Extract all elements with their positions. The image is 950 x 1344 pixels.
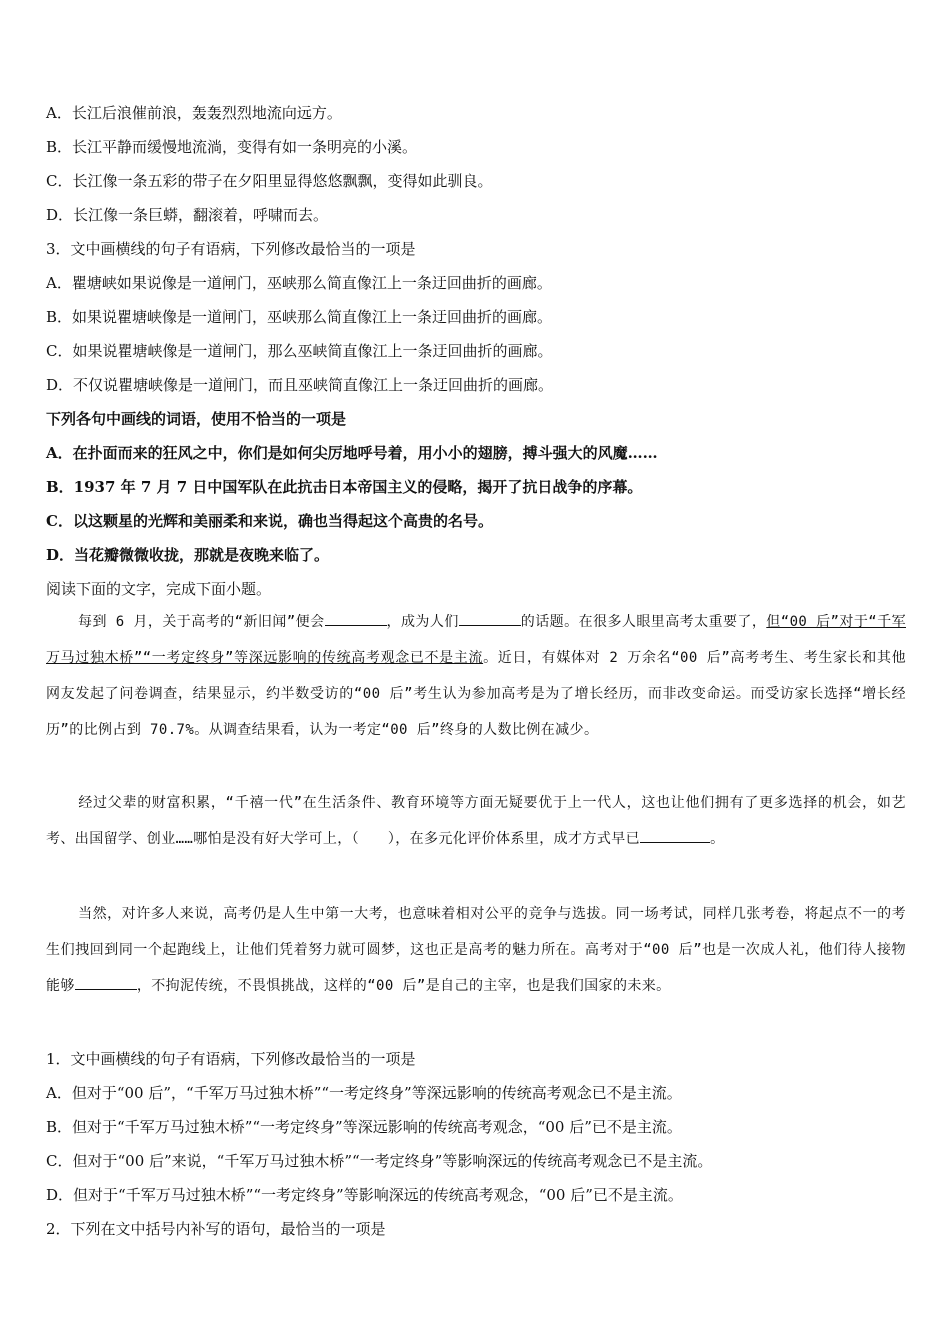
q1-option-d: D．但对于“千军万马过独木桥”“一考定终身”等影响深远的传统高考观念，“00 后”已不是主流。 <box>46 1186 683 1204</box>
q3-option-d: D．不仅说瞿塘峡像是一道闸门，而且巫峡简直像江上一条迂回曲折的画廊。 <box>46 376 554 394</box>
word-usage-option-b: B．1937 年 7 月 7 日中国军队在此抗击日本帝国主义的侵略，揭开了抗日战争的序幕。 <box>46 478 643 496</box>
p2-text-b: 。 <box>710 831 725 847</box>
p1-text-d: 。近日，有媒体对 2 万余名“00 后”高考考生、考生家长和其他网友发起了问卷调查，结果显示，约半数受访的“00 后”考生认为参加高考是为了增长经历，而非改变命运。而受访家长选择“增长经历”的比例占到 70.7%。从调查结果看，认为一考定“00 后”终身的人数比例在减少。 <box>46 650 906 738</box>
q1-stem: 1．文中画横线的句子有语病，下列修改最恰当的一项是 <box>46 1050 416 1068</box>
word-usage-option-d: D．当花瓣微微收拢，那就是夜晚来临了。 <box>46 546 330 564</box>
q2-option-a: A．长江后浪催前浪，轰轰烈烈地流向远方。 <box>46 104 342 122</box>
reading-paragraph-2 <box>46 785 906 857</box>
p1-text-a: 每到 6 月，关于高考的“新旧闻”便会 <box>78 614 325 630</box>
word-usage-option-c: C．以这颗星的光辉和美丽柔和来说，确也当得起这个高贵的名号。 <box>46 512 493 530</box>
q2-option-c: C．长江像一条五彩的带子在夕阳里显得悠悠飘飘，变得如此驯良。 <box>46 172 493 190</box>
p1-text-c: 的话题。在很多人眼里高考太重要了， <box>520 614 767 630</box>
q2b-stem: 2．下列在文中括号内补写的语句，最恰当的一项是 <box>46 1220 386 1238</box>
blank-1 <box>325 611 387 626</box>
q3-option-b: B．如果说瞿塘峡像是一道闸门，巫峡那么简直像江上一条迂回曲折的画廊。 <box>46 308 553 326</box>
q1-option-b: B．但对于“千军万马过独木桥”“一考定终身”等深远影响的传统高考观念，“00 后”已不是主流。 <box>46 1118 682 1136</box>
reading-paragraph-1 <box>46 604 906 748</box>
blank-3 <box>640 828 710 843</box>
q3-stem: 3．文中画横线的句子有语病，下列修改最恰当的一项是 <box>46 240 416 258</box>
underlined-sentence: 但“00 后”对于“千军万马过独木桥”“一考定终身”等深远影响的传统高考观念已不是主流 <box>46 614 906 666</box>
p1-text-b: ，成为人们 <box>386 614 459 630</box>
q1-option-a: A．但对于“00 后”，“千军万马过独木桥”“一考定终身”等深远影响的传统高考观念已不是主流。 <box>46 1084 682 1102</box>
p3-text-a: 当然，对许多人来说，高考仍是人生中第一大考，也意味着相对公平的竞争与选拔。同一场考试，同样几张考卷，将起点不一的考生们拽回到同一个起跑线上，让他们凭着努力就可圆梦，这也正是高考的魅力所在。高考对于“00 后”也是一次成人礼，他们待人接物能够 <box>46 906 906 994</box>
blank-2 <box>459 611 521 626</box>
word-usage-stem: 下列各句中画线的词语，使用不恰当的一项是 <box>46 410 347 428</box>
p2-text-a: 经过父辈的财富积累，“千禧一代”在生活条件、教育环境等方面无疑要优于上一代人，这也让他们拥有了更多选择的机会，如艺考、出国留学、创业……哪怕是没有好大学可上，（ ），在多元化评价体系里，成才方式早已 <box>46 795 906 847</box>
word-usage-option-a: A．在扑面而来的狂风之中，你们是如何尖厉地呼号着，用小小的翅膀，搏斗强大的风魔…… <box>46 444 658 462</box>
blank-4 <box>75 975 137 990</box>
q3-option-a: A．瞿塘峡如果说像是一道闸门，巫峡那么简直像江上一条迂回曲折的画廊。 <box>46 274 552 292</box>
q1-option-c: C．但对于“00 后”来说，“千军万马过独木桥”“一考定终身”等影响深远的传统高考观念已不是主流。 <box>46 1152 713 1170</box>
q2-option-b: B．长江平静而缓慢地流淌，变得有如一条明亮的小溪。 <box>46 138 418 156</box>
q3-option-c: C．如果说瞿塘峡像是一道闸门，那么巫峡简直像江上一条迂回曲折的画廊。 <box>46 342 553 360</box>
reading-instruction: 阅读下面的文字，完成下面小题。 <box>46 580 272 598</box>
reading-paragraph-3 <box>46 896 906 1004</box>
q2-option-d: D．长江像一条巨蟒，翻滚着，呼啸而去。 <box>46 206 329 224</box>
p3-text-b: ，不拘泥传统，不畏惧挑战，这样的“00 后”是自己的主宰，也是我们国家的未来。 <box>136 978 671 994</box>
